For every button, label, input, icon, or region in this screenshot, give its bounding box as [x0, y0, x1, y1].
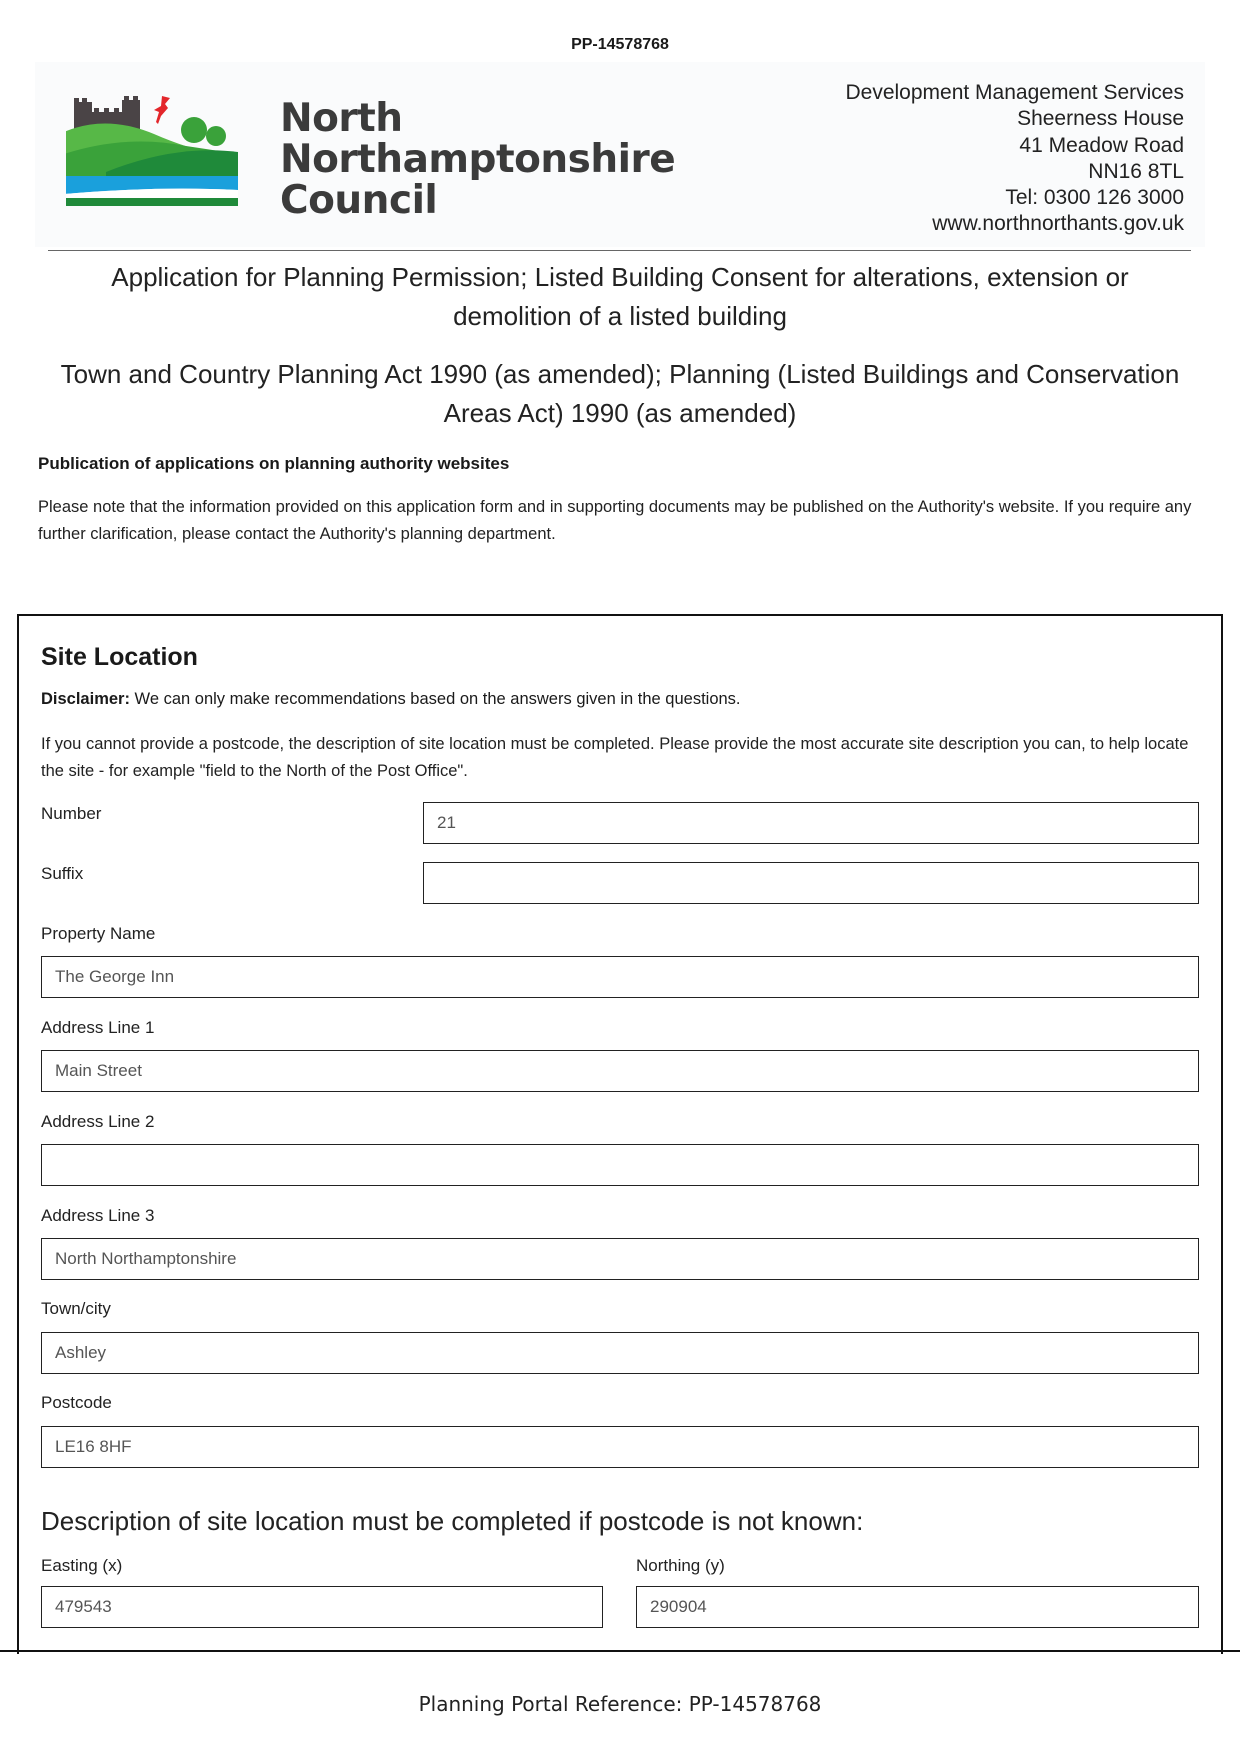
- northing-field[interactable]: 290904: [636, 1586, 1199, 1628]
- easting-field[interactable]: 479543: [41, 1586, 603, 1628]
- header-divider: [48, 250, 1191, 251]
- number-field[interactable]: 21: [423, 802, 1199, 844]
- council-logo: [66, 94, 266, 220]
- publication-heading: Publication of applications on planning authority websites: [38, 454, 510, 473]
- address-line-3-label: Address Line 3: [41, 1206, 155, 1225]
- address-tel: Tel: 0300 126 3000: [1005, 186, 1184, 210]
- town-city-label: Town/city: [41, 1299, 111, 1318]
- address-line-1-field[interactable]: Main Street: [41, 1050, 1199, 1092]
- address-line-1-label: Address Line 1: [41, 1018, 155, 1037]
- property-name-label: Property Name: [41, 924, 156, 943]
- council-name: [280, 98, 675, 221]
- site-instruction: If you cannot provide a postcode, the description of site location must be completed. Please provide the most accurate site description you can, to help locate the site - for example "field to the North of the Post Office".: [41, 735, 1189, 780]
- section-title: Site Location: [41, 643, 198, 671]
- top-reference: PP-14578768: [571, 36, 669, 53]
- postcode-field[interactable]: LE16 8HF: [41, 1426, 1199, 1468]
- council-name-line: North: [280, 96, 403, 141]
- number-label: Number: [41, 804, 102, 823]
- tree-icon: [181, 117, 207, 143]
- description-heading: Description of site location must be completed if postcode is not known:: [41, 1506, 864, 1536]
- northing-label: Northing (y): [636, 1556, 725, 1575]
- address-line: NN16 8TL: [1088, 159, 1184, 183]
- council-name-line: Northamptonshire: [280, 137, 676, 182]
- address-line: 41 Meadow Road: [1019, 133, 1184, 157]
- publication-text: Please note that the information provided on this application form and in supporting documents may be published on the Authority's website. If you require any further clarification, please contact the Authority's planning department.: [38, 498, 1192, 543]
- legislation-title: Town and Country Planning Act 1990 (as amended); Planning (Listed Buildings and Conservation Areas Act) 1990 (as amended): [60, 359, 1180, 428]
- page-cut-line: [0, 1650, 1240, 1652]
- easting-label: Easting (x): [41, 1556, 123, 1575]
- address-line-2-label: Address Line 2: [41, 1112, 155, 1131]
- address-web: www.northnorthants.gov.uk: [932, 212, 1184, 236]
- disclaimer-text: We can only make recommendations based on the answers given in the questions.: [129, 690, 741, 708]
- property-name-field[interactable]: The George Inn: [41, 956, 1199, 998]
- disclaimer: [41, 690, 741, 709]
- suffix-field[interactable]: [423, 862, 1199, 904]
- footer-reference: Planning Portal Reference: PP-14578768: [418, 1692, 822, 1716]
- bird-icon: [154, 96, 170, 124]
- address-line: Development Management Services: [845, 81, 1184, 104]
- town-city-field[interactable]: Ashley: [41, 1332, 1199, 1374]
- council-address: [845, 80, 1184, 238]
- disclaimer-label: Disclaimer:: [41, 690, 130, 708]
- council-name-line: Council: [280, 178, 438, 223]
- postcode-label: Postcode: [41, 1393, 112, 1412]
- suffix-label: Suffix: [41, 864, 84, 883]
- address-line: Sheerness House: [1017, 107, 1184, 131]
- address-line-3-field[interactable]: North Northamptonshire: [41, 1238, 1199, 1280]
- address-line-2-field[interactable]: [41, 1144, 1199, 1186]
- application-title: Application for Planning Permission; Listed Building Consent for alterations, extension or demolition of a listed building: [111, 262, 1129, 331]
